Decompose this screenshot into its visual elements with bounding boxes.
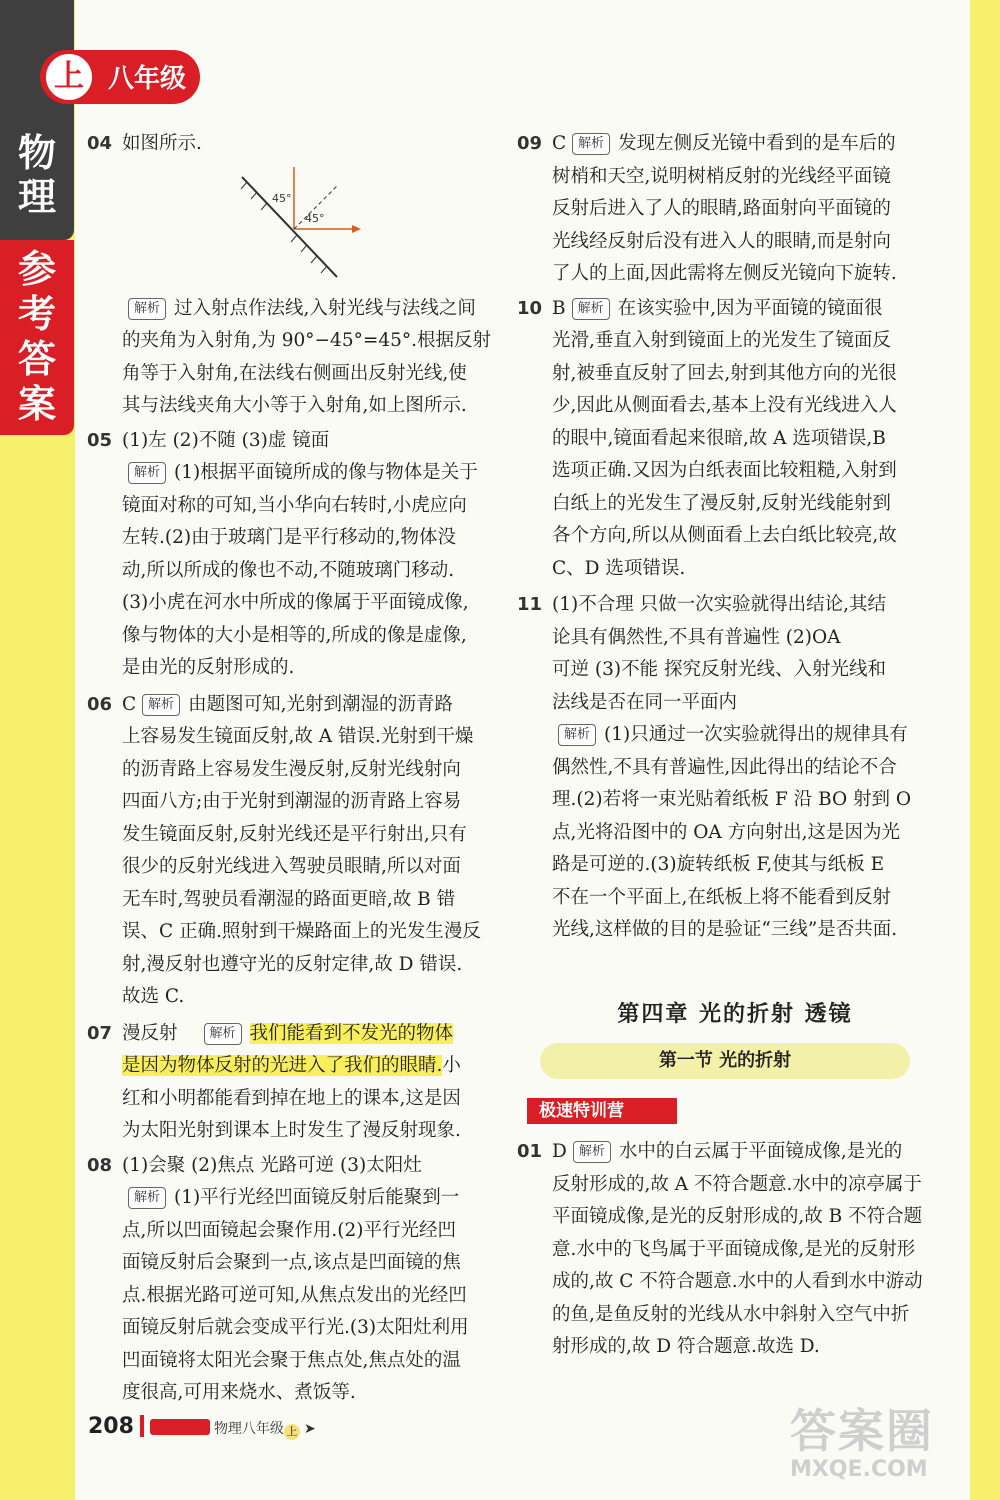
analysis-line: 反射后进入了人的眼睛,路面射向平面镜的	[552, 198, 891, 219]
analysis-line: 面镜反射后会聚到一点,该点是凹面镜的焦	[122, 1252, 461, 1273]
analysis-line: 的鱼,是鱼反射的光线从水中斜射入空气中折	[552, 1303, 910, 1325]
question-number: 04	[87, 133, 113, 154]
question-number: 01	[517, 1141, 543, 1162]
analysis-line: 漫反射 解析 我们能看到不发光的物体	[122, 1022, 454, 1044]
right-margin-band	[970, 0, 1000, 1500]
analysis-tag: 解析	[142, 694, 180, 716]
analysis-line: 镜面对称的可知,当小华向右转时,小虎应向	[122, 494, 467, 516]
answer-line: 法线是否在同一平面内	[552, 691, 738, 713]
question-07	[85, 1018, 500, 1148]
analysis-line: 解析 (1)根据平面镜所成的像与物体是关于	[122, 457, 500, 490]
analysis-line: 面镜反射后就会变成平行光.(3)太阳灶利用	[122, 1317, 469, 1338]
section-char-4: 案	[17, 382, 56, 426]
analysis-line: (3)小虎在河水中所成的像属于平面镜成像,	[122, 592, 469, 613]
analysis-tag: 解析	[128, 462, 166, 484]
chapter-title: 第四章 光的折射 透镜	[617, 1002, 853, 1027]
analysis-line: 无车时,驾驶员看潮湿的路面更暗,故 B 错	[122, 888, 456, 910]
highlighted-text: 是因为物体反射的光进入了我们的眼睛.	[122, 1055, 443, 1076]
analysis-line: 四面八方;由于光射到潮湿的沥青路上容易	[122, 791, 462, 812]
analysis-line: 角等于入射角,在法线右侧画出反射光线,使	[122, 362, 467, 384]
question-10	[515, 293, 935, 586]
analysis-line: 意.水中的飞鸟属于平面镜成像,是光的反射形	[552, 1238, 916, 1260]
analysis-line: C 解析 由题图可知,光射到潮湿的沥青路	[122, 693, 454, 715]
question-number: 05	[87, 429, 113, 451]
analysis-line: 动,所以所成的像也不动,不随玻璃门移动.	[122, 559, 455, 581]
analysis-line: C、D 选项错误.	[552, 557, 686, 579]
analysis-line: 为太阳光射到课本上时发生了漫反射现象.	[122, 1120, 461, 1141]
page-footer	[88, 1414, 316, 1440]
analysis-line: 其与法线夹角大小等于入射角,如上图所示.	[122, 395, 467, 416]
angle-label-1: 45°	[272, 191, 292, 205]
series-logo	[150, 1419, 210, 1435]
question-number: 10	[517, 297, 543, 319]
question-05	[85, 425, 500, 685]
analysis-line: D 解析 水中的白云属于平面镜成像,是光的	[552, 1141, 903, 1162]
analysis-line: 了人的上面,因此需将左侧反光镜向下旋转.	[552, 263, 897, 284]
watermark	[790, 1395, 934, 1482]
question-number: 09	[517, 133, 543, 154]
analysis-line: 的眼中,镜面看起来很暗,故 A 选项错误,B	[552, 427, 886, 449]
answer-line: 如图所示.	[122, 133, 202, 154]
analysis-line: 路是可逆的.(3)旋转纸板 F,使其与纸板 E	[552, 854, 885, 875]
question-09	[515, 128, 935, 291]
analysis-line: 解析 (1)只通过一次实验就得出的规律具有	[552, 719, 935, 752]
analysis-line: 白纸上的光发生了漫反射,反射光线能射到	[552, 492, 891, 514]
analysis-tag: 解析	[128, 1187, 166, 1209]
analysis-line: 上容易发生镜面反射,故 A 错误.光射到干燥	[122, 726, 474, 747]
analysis-line: 点.根据光路可逆可知,从焦点发出的光经凹	[122, 1284, 467, 1306]
analysis-line: 是由光的反射形成的.	[122, 657, 295, 678]
analysis-line: 射形成的,故 D 符合题意.故选 D.	[552, 1336, 820, 1357]
answer-line: 可逆 (3)不能 探究反射光线、入射光线和	[552, 659, 886, 680]
section-char-2: 考	[17, 292, 56, 336]
analysis-line: C 解析 发现左侧反光镜中看到的是车后的	[552, 133, 896, 154]
analysis-line: 少,因此从侧面看去,基本上没有光线进入人	[552, 395, 897, 416]
analysis-line: 故选 C.	[122, 986, 185, 1007]
watermark-main: 答案圈	[790, 1404, 934, 1458]
analysis-line: 解析 过入射点作法线,入射光线与法线之间	[122, 293, 500, 326]
analysis-line: 红和小明都能看到掉在地上的课本,这是因	[122, 1087, 461, 1109]
subject-tab	[0, 0, 74, 240]
analysis-line: 偶然性,不具有普遍性,因此得出的结论不合	[552, 756, 897, 778]
question-08	[85, 1150, 500, 1410]
analysis-line: 平面镜成像,是光的反射形成的,故 B 不符合题	[552, 1206, 923, 1227]
question-number: 06	[87, 693, 113, 715]
analysis-line: 光滑,垂直入射到镜面上的光发生了镜面反	[552, 330, 891, 351]
question-04	[85, 128, 500, 423]
analysis-tag: 解析	[572, 298, 610, 320]
answer-line: 论具有偶然性,不具有普遍性 (2)OA	[552, 626, 841, 648]
analysis-tag: 解析	[558, 724, 596, 746]
analysis-line: 的沥青路上容易发生漫反射,反射光线射向	[122, 758, 461, 780]
training-badge: 极速特训营	[527, 1098, 677, 1124]
analysis-line: 成的,故 C 不符合题意.水中的人看到水中游动	[552, 1271, 923, 1292]
analysis-line: 像与物体的大小是相等的,所成的像是虚像,	[122, 624, 467, 646]
analysis-line: 各个方向,所以从侧面看上去白纸比较亮,故	[552, 525, 897, 546]
analysis-line: 解析 (1)平行光经凹面镜反射后能聚到一	[122, 1182, 500, 1215]
answer-line: (1)左 (2)不随 (3)虚 镜面	[122, 429, 330, 451]
analysis-line: 点,光将沿图中的 OA 方向射出,这是因为光	[552, 821, 901, 843]
analysis-line: 是因为物体反射的光进入了我们的眼睛.小	[122, 1055, 461, 1076]
question-number: 07	[87, 1022, 113, 1044]
analysis-tag: 解析	[128, 298, 166, 320]
section-tab	[0, 240, 74, 435]
analysis-line: 左转.(2)由于玻璃门是平行移动的,物体没	[122, 527, 456, 548]
analysis-line: 反射形成的,故 A 不符合题意.水中的凉亭属于	[552, 1173, 922, 1195]
analysis-line: 不在一个平面上,在纸板上将不能看到反射	[552, 886, 891, 908]
section-char-3: 答	[17, 337, 56, 381]
analysis-line: 很少的反射光线进入驾驶员眼睛,所以对面	[122, 856, 461, 877]
question-11	[515, 589, 935, 947]
analysis-line: 树梢和天空,说明树梢反射的光线经平面镜	[552, 165, 891, 187]
footer-divider	[140, 1415, 144, 1437]
footer-volume-mark: 上	[284, 1424, 300, 1440]
question-number: 11	[517, 594, 543, 615]
analysis-tag: 解析	[204, 1023, 242, 1045]
page-number: 208	[88, 1414, 134, 1439]
right-column-bottom	[515, 1136, 935, 1364]
analysis-line: 的夹角为入射角,为 90°−45°=45°.根据反射	[122, 330, 492, 351]
analysis-line: 选项正确.又因为白纸表面比较粗糙,入射到	[552, 460, 897, 481]
left-column	[85, 128, 500, 1410]
question-06	[85, 689, 500, 1014]
subject-char-2: 理	[17, 175, 56, 219]
analysis-line: 发生镜面反射,反射光线还是平行射出,只有	[122, 823, 467, 845]
arrow-icon: ➤	[303, 1421, 316, 1437]
analysis-line: B 解析 在该实验中,因为平面镜的镜面很	[552, 297, 883, 319]
footer-book-title: 物理八年级	[213, 1421, 284, 1437]
analysis-tag: 解析	[573, 1141, 611, 1163]
analysis-line: 光线经反射后没有进入人的眼睛,而是射向	[552, 230, 891, 252]
right-column	[515, 128, 935, 947]
analysis-line: 射,被垂直反射了回去,射到其他方向的光很	[552, 362, 897, 384]
subject-char-1: 物	[17, 131, 56, 175]
section-title: 第一节 光的折射	[540, 1043, 910, 1079]
angle-label-2: 45°	[305, 211, 325, 225]
watermark-site: MXQE.COM	[790, 1457, 928, 1482]
reflection-diagram	[237, 167, 367, 287]
analysis-line: 光线,这样做的目的是验证“三线”是否共面.	[552, 919, 898, 940]
analysis-line: 点,所以凹面镜起会聚作用.(2)平行光经凹	[122, 1219, 456, 1241]
grade-label: 八年级	[108, 64, 187, 94]
analysis-line: 理.(2)若将一束光贴着纸板 F 沿 BO 射到 O	[552, 789, 912, 810]
grade-mark: 上	[44, 52, 94, 102]
answer-line: (1)会聚 (2)焦点 光路可逆 (3)太阳灶	[122, 1154, 422, 1176]
analysis-line: 度很高,可用来烧水、煮饭等.	[122, 1382, 356, 1403]
analysis-line: 误、C 正确.照射到干燥路面上的光发生漫反	[122, 921, 481, 942]
section-char-1: 参	[17, 247, 56, 291]
question-01	[515, 1136, 935, 1364]
analysis-line: 凹面镜将太阳光会聚于焦点处,焦点处的温	[122, 1349, 461, 1371]
highlighted-text: 我们能看到不发光的物体	[249, 1022, 454, 1044]
analysis-tag: 解析	[572, 133, 610, 155]
analysis-line: 射,漫反射也遵守光的反射定律,故 D 错误.	[122, 953, 463, 975]
question-number: 08	[87, 1154, 113, 1176]
answer-line: (1)不合理 只做一次实验就得出结论,其结	[552, 594, 886, 615]
